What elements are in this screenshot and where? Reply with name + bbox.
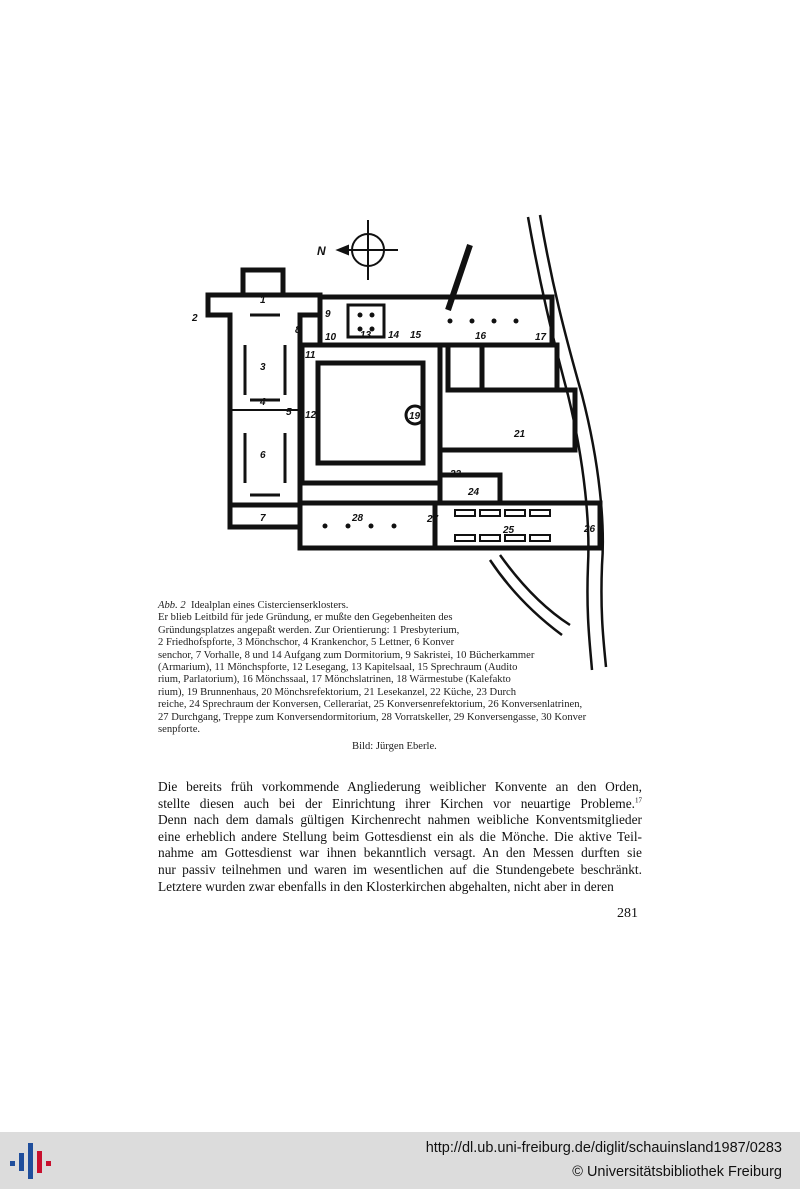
room-number: 6	[260, 450, 266, 461]
compass-label: N	[317, 244, 326, 258]
caption-title: Idealplan eines Cistercienserklosters.	[190, 600, 349, 611]
copyright-notice: © Universitätsbibliothek Freiburg	[572, 1164, 782, 1180]
room-number: 23	[450, 469, 462, 480]
body-line: Denn nach dem damals gültigen Kirchenrecht nahmen weibliche Konventsmitglieder	[158, 812, 642, 828]
room-number: 12	[305, 410, 317, 421]
room-number: 28	[352, 513, 364, 524]
room-number: 9	[325, 309, 331, 320]
room-number: 24	[468, 487, 480, 498]
compass-rose	[338, 220, 398, 280]
body-line: Letztere wurden zwar ebenfalls in den Klosterkirchen abgehalten, nicht aber in deren	[158, 878, 614, 894]
room-number: 17	[535, 332, 547, 343]
room-number: 2	[192, 313, 198, 324]
room-number: 11	[305, 350, 316, 361]
room-number: 7	[260, 513, 266, 524]
figure-caption	[158, 600, 648, 736]
library-logo-icon	[8, 1141, 52, 1181]
caption-line: rium, Parlatorium), 16 Mönchssaal, 17 Mönchslatrinen, 18 Wärmestube (Kalefakto	[158, 674, 511, 686]
room-number: 1	[260, 295, 266, 306]
room-number: 27	[427, 514, 439, 525]
room-number: 3	[260, 362, 266, 373]
room-number: 8	[295, 325, 301, 336]
body-line-text: stellte diesen auch bei der Einrichtung ihrer Kirchen vor neuartige Probleme.	[158, 795, 635, 811]
viewer-footer	[0, 1132, 800, 1189]
caption-line: Gründungsplatzes angepaßt werden. Zur Orientierung: 1 Presbyterium,	[158, 624, 460, 636]
page-number: 281	[617, 906, 638, 921]
room-number: 10	[325, 332, 337, 343]
room-number: 15	[410, 330, 422, 341]
room-number: 19	[409, 411, 421, 422]
room-number: 21	[514, 429, 526, 440]
caption-line: 2 Friedhofspforte, 3 Mönchschor, 4 Krankenchor, 5 Lettner, 6 Konver	[158, 637, 455, 649]
body-line: Die bereits früh vorkommende Angliederung weiblicher Konvente an den Orden,	[158, 779, 642, 794]
image-credit: Bild: Jürgen Eberle.	[352, 741, 437, 752]
room-number: 14	[388, 330, 400, 341]
body-line: nur passiv teilnehmen und waren im wesentlichen auf die Stundengebete beschränkt.	[158, 861, 642, 877]
presbytery	[243, 270, 283, 295]
footnote-ref: 17	[635, 796, 642, 805]
caption-line: 27 Durchgang, Treppe zum Konversendormitorium, 28 Vorratskeller, 29 Konversengasse, 30 Konver	[158, 711, 587, 723]
caption-line: (Armarium), 11 Mönchspforte, 12 Lesegang, 13 Kapitelsaal, 15 Sprechraum (Audito	[158, 662, 518, 674]
caption-line: Er blieb Leitbild für jede Gründung, er mußte den Gegebenheiten des	[158, 612, 453, 624]
body-line	[158, 796, 642, 813]
caption-lead: Abb. 2	[158, 600, 186, 611]
document-url-link[interactable]: http://dl.ub.uni-freiburg.de/diglit/schauinsland1987/0283	[425, 1140, 782, 1156]
caption-line: senchor, 7 Vorhalle, 8 und 14 Aufgang zum Dormitorium, 9 Sakristei, 10 Bücherkammer	[158, 649, 535, 661]
room-number: 16	[475, 331, 487, 342]
room-number: 13	[360, 330, 372, 341]
caption-line: senpforte.	[158, 724, 201, 736]
room-number: 25	[503, 525, 515, 536]
body-line: eine erheblich andere Stellung beim Gottesdienst ein als die Mönche. Die aktive Teil-	[158, 828, 642, 844]
room-number: 4	[260, 397, 266, 408]
kitchen-block	[482, 345, 557, 390]
cellar-range	[300, 503, 435, 548]
body-line: nahme am Gottesdienst war ihnen bekanntlich versagt. An den Messen durften sie	[158, 845, 642, 861]
room-number: 26	[584, 524, 596, 535]
caption-line: rium), 19 Brunnenhaus, 20 Mönchsrefektorium, 21 Lesekanzel, 22 Küche, 23 Durch	[158, 686, 517, 698]
caption-line	[158, 600, 648, 612]
caption-line: reiche, 24 Sprechraum der Konversen, Cellerariat, 25 Konversenrefektorium, 26 Konversenlatrinen,	[158, 699, 583, 711]
body-paragraph	[158, 779, 642, 895]
room-number: 5	[286, 407, 292, 418]
